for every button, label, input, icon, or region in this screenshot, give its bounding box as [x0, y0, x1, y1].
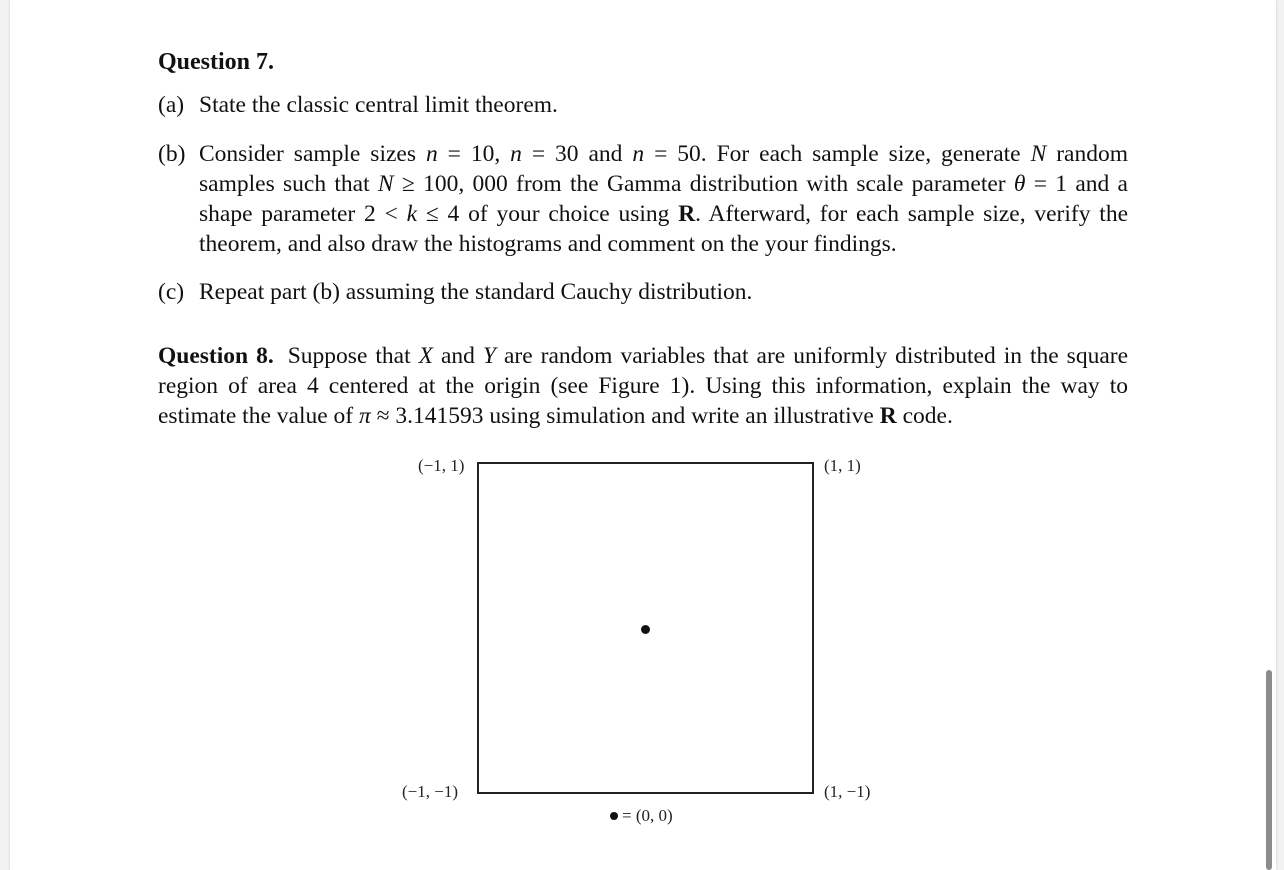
part-a-text: State the classic central limit theorem. [199, 92, 558, 118]
question-7-part-c [158, 277, 1128, 307]
corner-label-top-left: (−1, 1) [418, 456, 465, 475]
question-7-title: Question 7. [158, 49, 275, 75]
part-b-text: Consider sample sizes n = 10, n = 30 and n = 50. For each sample size, generate N random samples such that N ≥ 100, 000 from the Gamma distribution with scale parameter θ = 1 and a shape parameter 2 < k ≤ 4 of your choice using R. Afterward, for each sample size, verify the theorem, and also draw the histograms and comment on the your findings. [199, 141, 1128, 257]
question-8-title: Question 8. [158, 343, 274, 369]
legend-text: = (0, 0) [622, 806, 673, 825]
question-8-paragraph: Question 8. Suppose that X and Y are random variables that are uniformly distributed in the square region of area 4 centered at the origin (see Figure 1). Using this information, explain the way to estimate the value of π ≈ 3.141593 using simulation and write an illustrative R code. [158, 343, 1129, 429]
part-a-label: (a) [158, 92, 185, 118]
part-b-label: (b) [158, 141, 186, 167]
corner-label-bottom-right: (1, −1) [824, 782, 871, 801]
part-c-label: (c) [158, 279, 185, 305]
document-page [10, 0, 1276, 870]
vertical-scrollbar[interactable] [1266, 670, 1272, 870]
question-7-part-b [158, 139, 1128, 259]
part-c-text: Repeat part (b) assuming the standard Cauchy distribution. [199, 279, 753, 305]
corner-label-bottom-left: (−1, −1) [402, 782, 458, 801]
question-7-part-a [158, 90, 1128, 120]
corner-label-top-right: (1, 1) [824, 456, 861, 475]
